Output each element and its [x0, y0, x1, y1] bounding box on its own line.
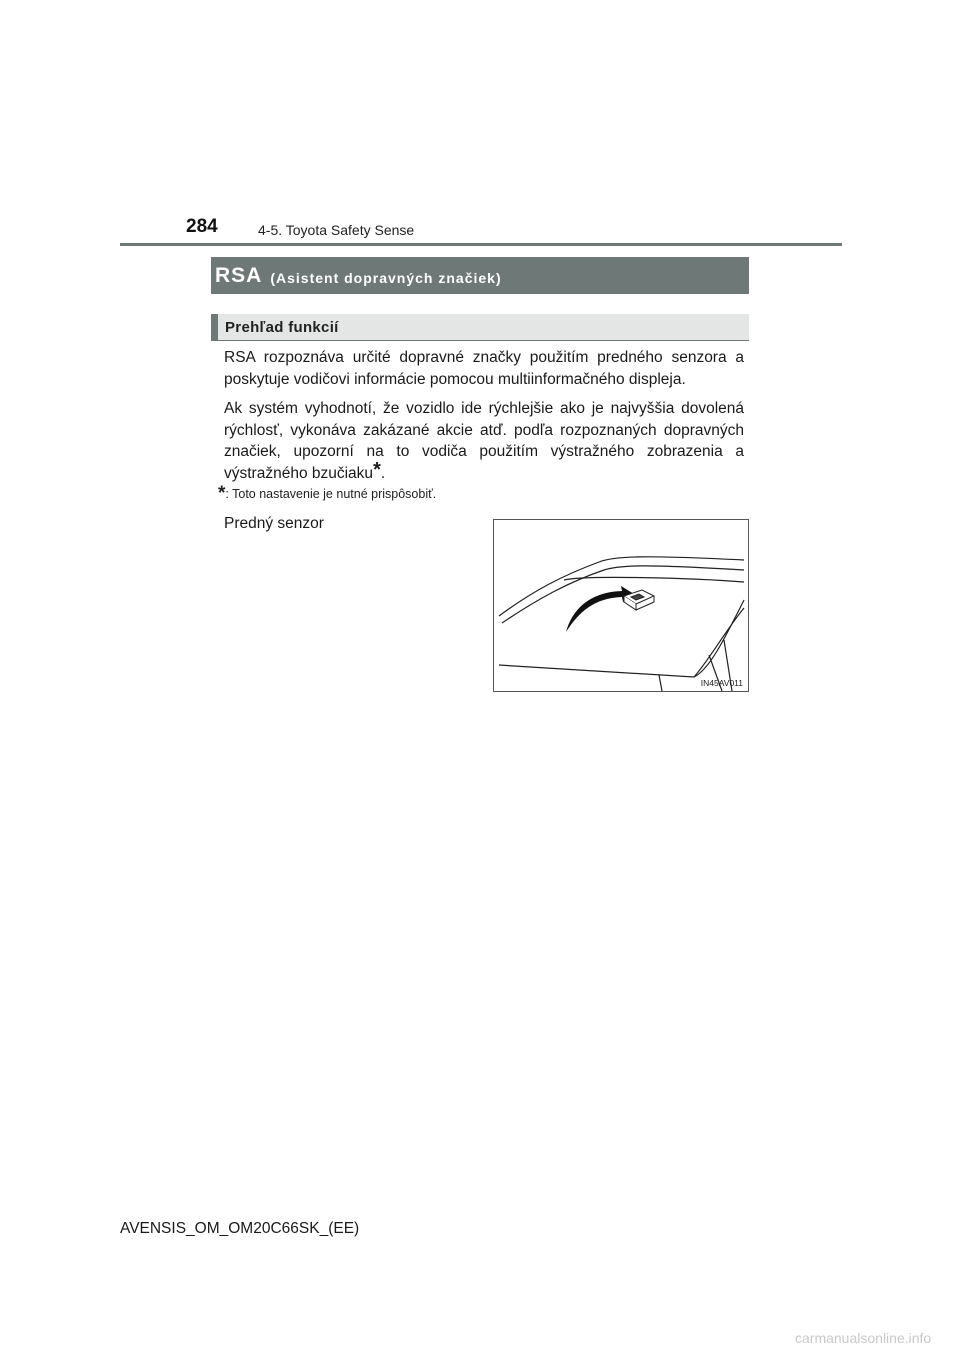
footnote	[218, 483, 437, 504]
pointer-arrow	[566, 586, 634, 632]
subheading-accent	[211, 314, 218, 341]
header-rule	[120, 243, 842, 246]
section-title-bar	[211, 257, 749, 294]
paragraph-warning-text: Ak systém vyhodnotí, že vozidlo ide rýchlejšie ako je najvyššia dovolená rýchlosť, vykonáva zakázané akcie atď. podľa rozpoznaných dopravných značiek, upozorní na to vodiča použitím výstražného zobrazenia a výstražného bzučiaku	[224, 400, 744, 482]
subheading-bar	[211, 314, 749, 341]
windshield-illustration	[494, 520, 748, 691]
watermark: carmanualsonline.info	[795, 1330, 932, 1346]
paragraph-overview: RSA rozpoznáva určité dopravné značky použitím predného senzora a poskytuje vodičovi informácie pomocou multiinformačného displeja.	[224, 349, 744, 388]
section-title: RSA	[215, 263, 263, 287]
front-sensor-figure	[493, 519, 749, 692]
document-code: AVENSIS_OM_OM20C66SK_(EE)	[120, 1220, 360, 1237]
paragraph-warning	[224, 398, 744, 484]
section-label: 4-5. Toyota Safety Sense	[258, 222, 415, 238]
paragraph-warning-end: .	[380, 464, 386, 482]
section-title-subtitle: (Asistent dopravných značiek)	[270, 269, 502, 286]
subheading: Prehľad funkcií	[225, 318, 339, 336]
figure-code: IN45AV011	[700, 678, 743, 688]
footnote-marker: *	[373, 458, 381, 481]
page-number: 284	[186, 216, 218, 237]
footnote-marker-note: *	[218, 483, 226, 504]
footnote-text: : Toto nastavenie je nutné prispôsobiť.	[225, 487, 437, 501]
figure-caption: Predný senzor	[224, 515, 324, 532]
